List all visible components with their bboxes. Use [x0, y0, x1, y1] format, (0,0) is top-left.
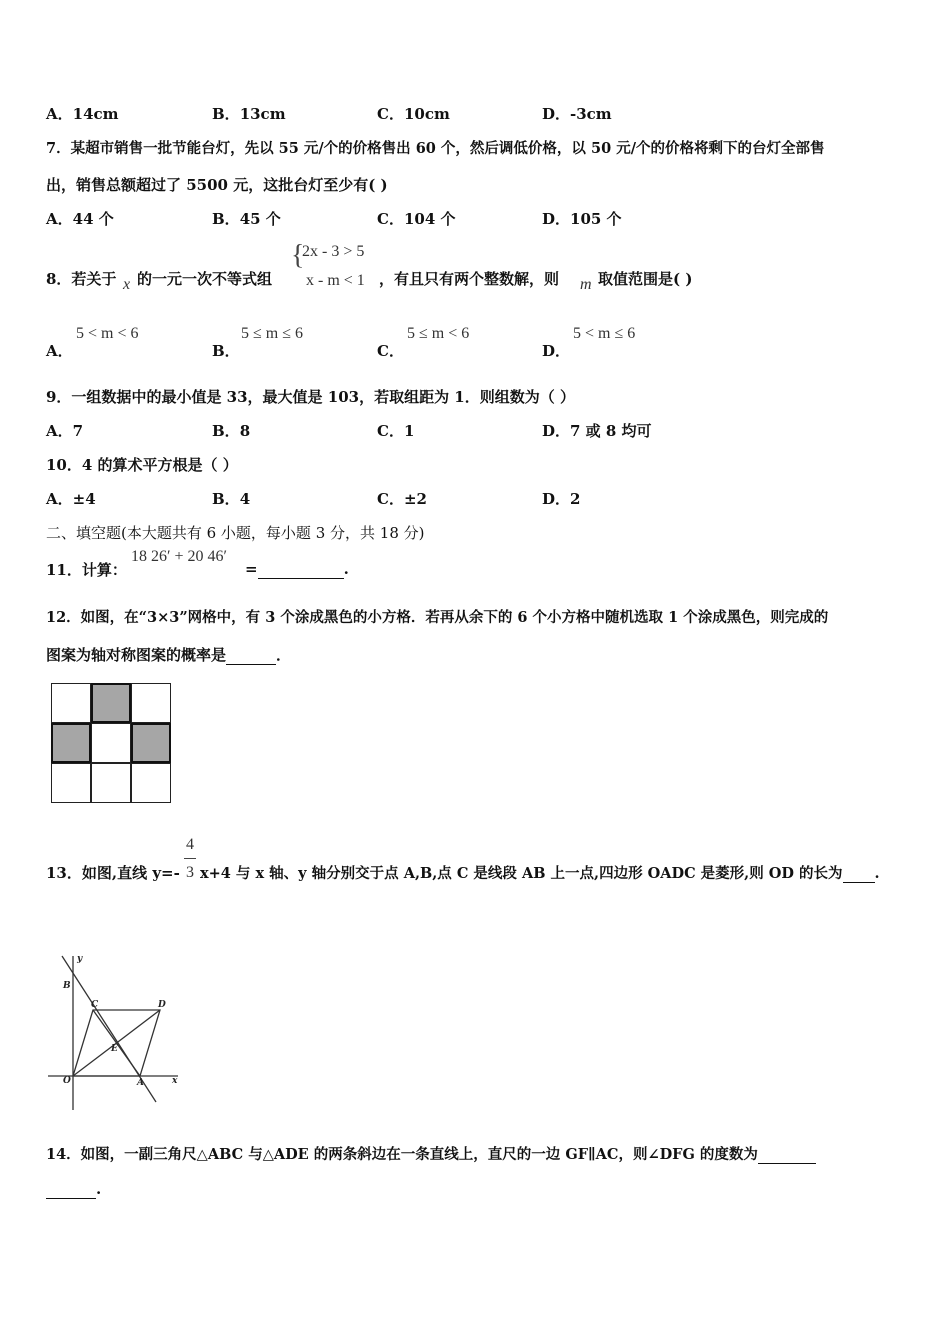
q8-option-c-text: 5 ≤ m < 6: [407, 325, 470, 342]
q7-option-c: C．104 个: [377, 210, 456, 228]
label-o: O: [63, 1076, 71, 1086]
section-title: 二、填空题(本大题共有 6 小题，每小题 3 分，共 18 分): [46, 524, 425, 542]
grid-cell-shaded: [131, 723, 171, 763]
q13-fraction-bar: [184, 858, 196, 859]
q9-option-b: B．8: [212, 422, 251, 440]
q9-text: 9．一组数据中的最小值是 33，最大值是 103，若取组距为 1．则组数为（ ）: [46, 388, 575, 406]
q10-option-c: C．±2: [377, 490, 427, 508]
q7-line1: 7．某超市销售一批节能台灯，先以 55 元/个的价格售出 60 个，然后调低价格，以 50 元/个的价格将剩下的台灯全部售: [46, 140, 825, 157]
q13-prefix: 13．如图,直线 y=-: [46, 864, 180, 882]
q7-line2: 出，销售总额超过了 5500 元，这批台灯至少有( ): [46, 176, 388, 194]
q8-brace: {: [291, 240, 305, 271]
q8-option-b-letter: B．: [212, 342, 240, 360]
q10-option-b: B．4: [212, 490, 251, 508]
label-d: D: [158, 1000, 166, 1010]
grid-cell: [91, 723, 131, 763]
q13-frac-denominator: 3: [186, 864, 194, 881]
q14-line2: .: [46, 1180, 101, 1199]
q8-var-m: m: [580, 276, 592, 293]
q8-prefix: 8．若关于: [46, 270, 117, 288]
q8-option-c-letter: C．: [377, 342, 404, 360]
q7-option-b: B．45 个: [212, 210, 281, 228]
q6-option-b: B．13cm: [212, 105, 286, 123]
grid-cell: [51, 683, 91, 723]
q8-option-d-text: 5 < m ≤ 6: [573, 325, 636, 342]
q6-option-a: A．14cm: [46, 105, 119, 123]
q6-option-d: D．-3cm: [542, 105, 612, 123]
q8-var-x: x: [123, 276, 131, 293]
q8-suffix1: ，有且只有两个整数解，则: [379, 270, 560, 288]
q8-inequality-2: x - m < 1: [306, 272, 365, 289]
label-e: E: [111, 1044, 118, 1054]
q9-option-a: A．7: [46, 422, 84, 440]
q8-option-a-letter: A．: [46, 342, 73, 360]
q13-frac-numerator: 4: [186, 836, 194, 853]
grid-cell: [91, 763, 131, 803]
q7-option-d: D．105 个: [542, 210, 622, 228]
q9-option-d: D．7 或 8 均可: [542, 422, 652, 440]
q9-option-c: C．1: [377, 422, 415, 440]
q14-line1: 14．如图，一副三角尺△ABC 与△ADE 的两条斜边在一条直线上，直尺的一边 GF∥AC，则∠DFG 的度数为: [46, 1143, 816, 1164]
q8-option-a-text: 5 < m < 6: [76, 325, 139, 342]
q8-mid: 的一元一次不等式组: [137, 270, 273, 288]
label-x: x: [172, 1076, 178, 1086]
grid-cell-shaded: [91, 683, 131, 723]
q8-inequality-1: 2x - 3 > 5: [302, 243, 365, 260]
q8-option-d-letter: D．: [542, 342, 571, 360]
q10-text: 10．4 的算术平方根是（ ）: [46, 456, 238, 474]
label-c: C: [91, 1000, 99, 1010]
grid-cell: [51, 763, 91, 803]
q7-option-a: A．44 个: [46, 210, 114, 228]
q11-prefix: 11．计算：: [46, 561, 127, 579]
label-a: A: [137, 1078, 144, 1088]
q12-line1: 12．如图，在“3×3”网格中，有 3 个涂成黑色的小方格．若再从余下的 6 个小方格中随机选取 1 个涂成黑色，则完成的: [46, 609, 829, 626]
diagonal-ca: [93, 1010, 140, 1076]
q12-line2: 图案为轴对称图案的概率是 ．: [46, 646, 292, 664]
q12-grid-figure: [51, 683, 171, 803]
label-y: y: [77, 954, 83, 964]
grid-cell: [131, 763, 171, 803]
q13-suffix: x+4 与 x 轴、y 轴分别交于点 A,B,点 C 是线段 AB 上一点,四边形 OADC 是菱形,则 OD 的长为 .: [200, 865, 880, 882]
q6-option-c: C．10cm: [377, 105, 450, 123]
q8-suffix2: 取值范围是( ): [598, 270, 693, 288]
grid-cell: [131, 683, 171, 723]
q8-option-b-text: 5 ≤ m ≤ 6: [241, 325, 304, 342]
q10-option-d: D．2: [542, 490, 581, 508]
q10-option-a: A．±4: [46, 490, 96, 508]
q11-expression: 18 26′ + 20 46′: [131, 548, 228, 565]
grid-cell-shaded: [51, 723, 91, 763]
q13-coordinate-figure: [46, 952, 186, 1112]
q11-answer: = .: [245, 560, 349, 578]
label-b: B: [63, 981, 71, 991]
